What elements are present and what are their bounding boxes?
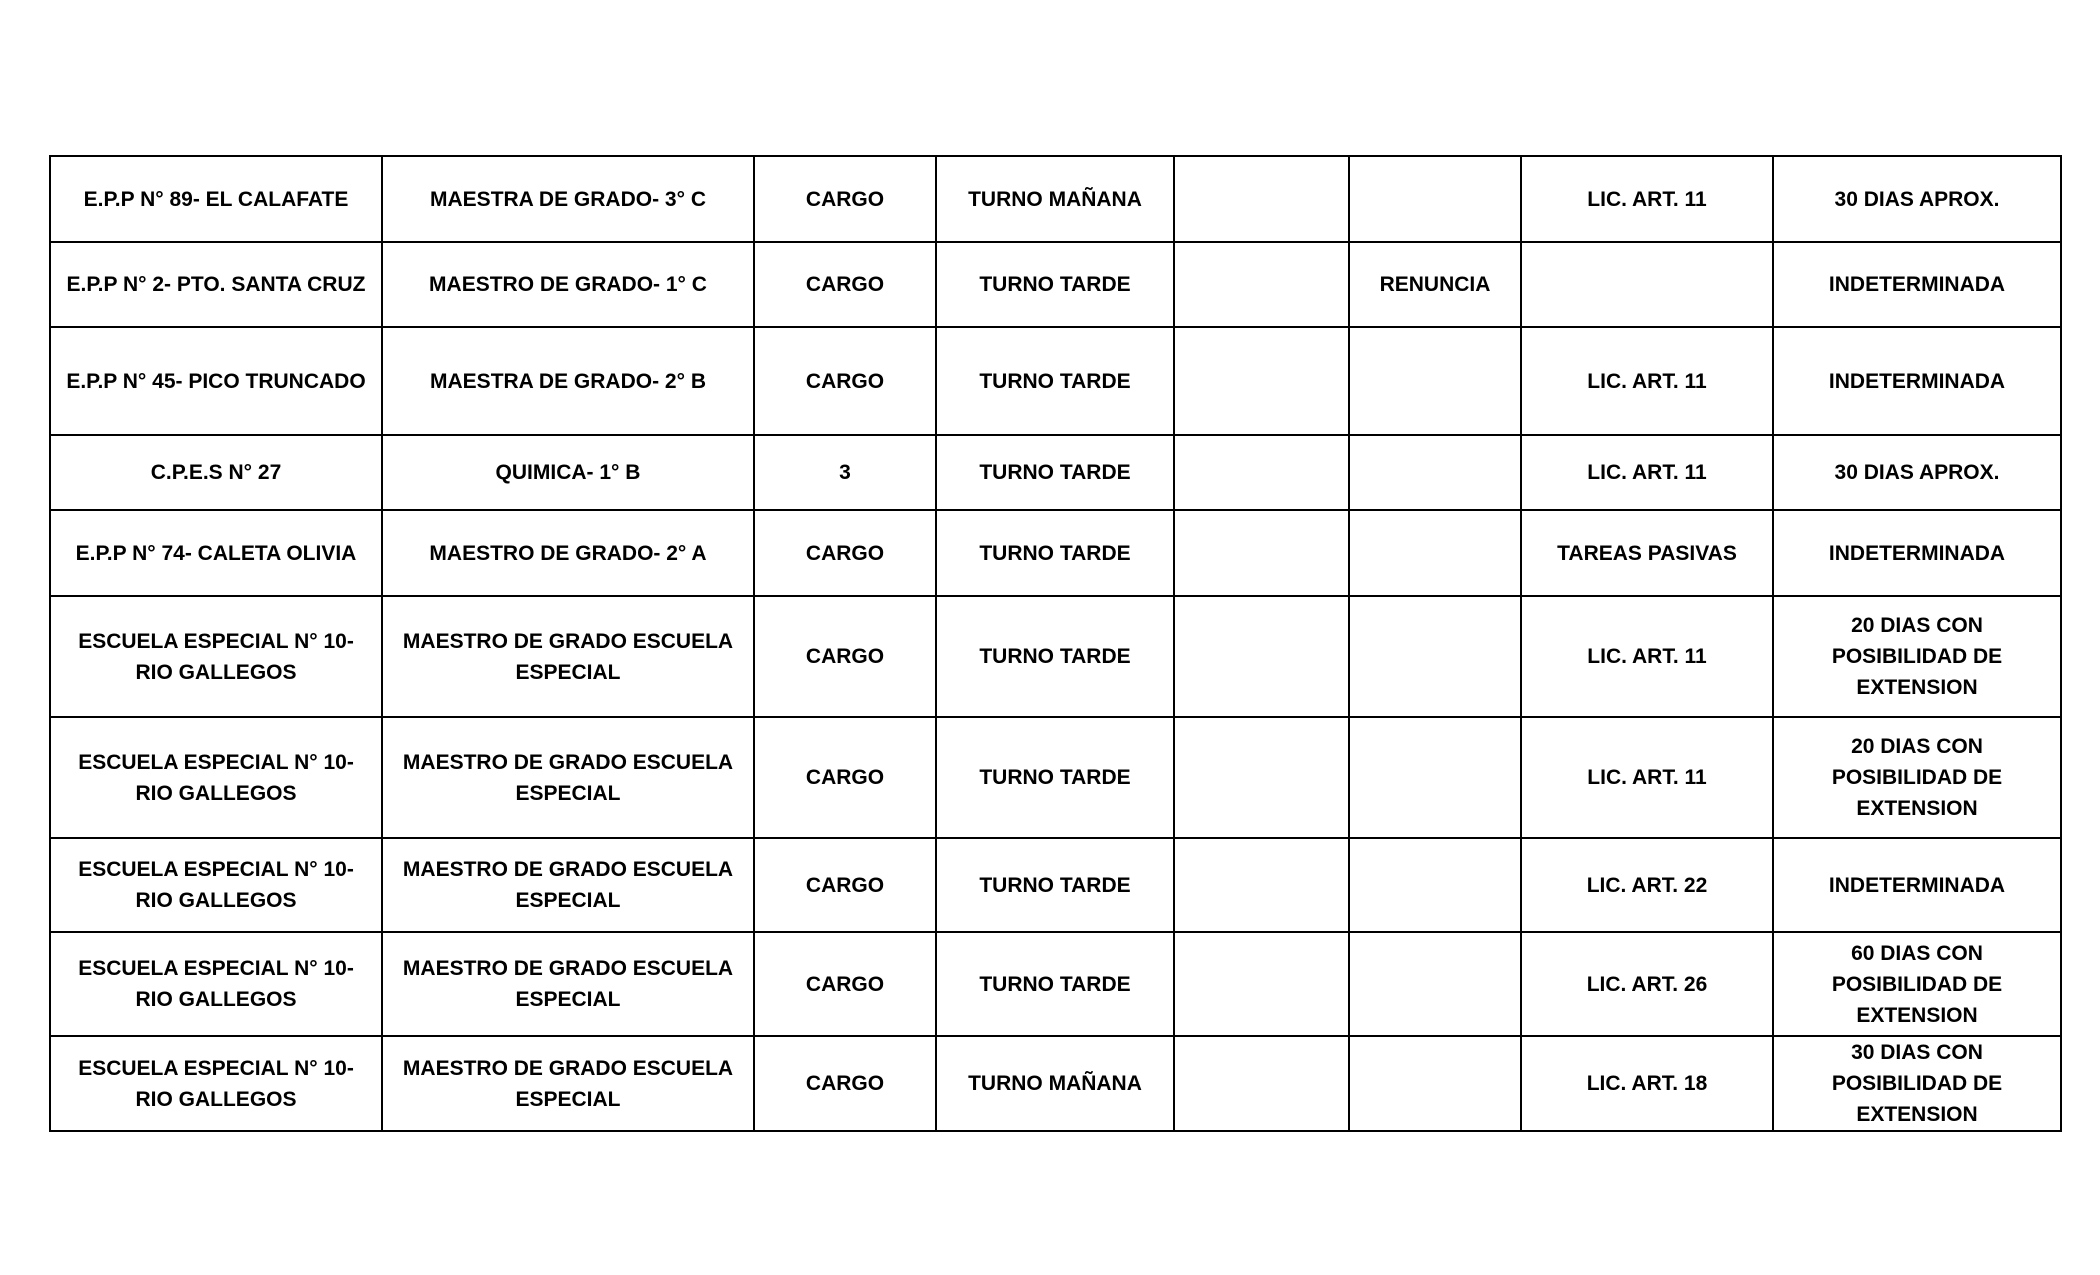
cell-type: CARGO <box>754 510 936 596</box>
cell-status <box>1349 327 1521 435</box>
table-row <box>50 596 2061 717</box>
cell-school: C.P.E.S N° 27 <box>50 435 382 510</box>
cell-empty <box>1174 838 1349 932</box>
cell-reason: LIC. ART. 11 <box>1521 596 1773 717</box>
cell-duration: 20 DIAS CON POSIBILIDAD DE EXTENSION <box>1773 717 2061 838</box>
cell-empty <box>1174 510 1349 596</box>
table-row <box>50 932 2061 1036</box>
cell-type: CARGO <box>754 932 936 1036</box>
cell-empty <box>1174 1036 1349 1131</box>
cell-position: MAESTRO DE GRADO- 2° A <box>382 510 754 596</box>
cell-shift: TURNO TARDE <box>936 435 1174 510</box>
cell-shift: TURNO TARDE <box>936 838 1174 932</box>
cell-shift: TURNO TARDE <box>936 510 1174 596</box>
table-row <box>50 717 2061 838</box>
cell-empty <box>1174 717 1349 838</box>
vacancy-table <box>49 155 2062 1132</box>
cell-type: 3 <box>754 435 936 510</box>
cell-shift: TURNO MAÑANA <box>936 1036 1174 1131</box>
cell-position: MAESTRO DE GRADO ESCUELA ESPECIAL <box>382 596 754 717</box>
cell-shift: TURNO TARDE <box>936 717 1174 838</box>
cell-position: MAESTRA DE GRADO- 3° C <box>382 156 754 242</box>
cell-position: QUIMICA- 1° B <box>382 435 754 510</box>
cell-duration: 30 DIAS APROX. <box>1773 435 2061 510</box>
table-row <box>50 838 2061 932</box>
cell-duration: 20 DIAS CON POSIBILIDAD DE EXTENSION <box>1773 596 2061 717</box>
cell-duration: 30 DIAS APROX. <box>1773 156 2061 242</box>
table-row <box>50 327 2061 435</box>
table-row <box>50 1036 2061 1131</box>
cell-status <box>1349 1036 1521 1131</box>
cell-type: CARGO <box>754 327 936 435</box>
cell-status <box>1349 838 1521 932</box>
cell-status <box>1349 596 1521 717</box>
cell-reason: LIC. ART. 11 <box>1521 156 1773 242</box>
table-row <box>50 435 2061 510</box>
cell-type: CARGO <box>754 156 936 242</box>
cell-shift: TURNO TARDE <box>936 932 1174 1036</box>
cell-empty <box>1174 327 1349 435</box>
cell-reason: LIC. ART. 18 <box>1521 1036 1773 1131</box>
cell-position: MAESTRA DE GRADO- 2° B <box>382 327 754 435</box>
cell-status <box>1349 156 1521 242</box>
cell-school: ESCUELA ESPECIAL N° 10- RIO GALLEGOS <box>50 1036 382 1131</box>
cell-duration: 30 DIAS CON POSIBILIDAD DE EXTENSION <box>1773 1036 2061 1131</box>
cell-type: CARGO <box>754 242 936 327</box>
cell-reason <box>1521 242 1773 327</box>
cell-position: MAESTRO DE GRADO ESCUELA ESPECIAL <box>382 932 754 1036</box>
cell-school: ESCUELA ESPECIAL N° 10- RIO GALLEGOS <box>50 838 382 932</box>
cell-type: CARGO <box>754 717 936 838</box>
cell-school: E.P.P N° 45- PICO TRUNCADO <box>50 327 382 435</box>
cell-empty <box>1174 435 1349 510</box>
cell-status <box>1349 435 1521 510</box>
cell-reason: TAREAS PASIVAS <box>1521 510 1773 596</box>
table-row <box>50 510 2061 596</box>
cell-reason: LIC. ART. 26 <box>1521 932 1773 1036</box>
cell-position: MAESTRO DE GRADO- 1° C <box>382 242 754 327</box>
cell-empty <box>1174 596 1349 717</box>
cell-school: E.P.P N° 2- PTO. SANTA CRUZ <box>50 242 382 327</box>
cell-status <box>1349 717 1521 838</box>
cell-school: ESCUELA ESPECIAL N° 10- RIO GALLEGOS <box>50 717 382 838</box>
cell-empty <box>1174 932 1349 1036</box>
cell-empty <box>1174 242 1349 327</box>
cell-school: E.P.P N° 74- CALETA OLIVIA <box>50 510 382 596</box>
cell-duration: INDETERMINADA <box>1773 242 2061 327</box>
cell-empty <box>1174 156 1349 242</box>
cell-school: E.P.P N° 89- EL CALAFATE <box>50 156 382 242</box>
cell-shift: TURNO MAÑANA <box>936 156 1174 242</box>
cell-shift: TURNO TARDE <box>936 596 1174 717</box>
table-row <box>50 242 2061 327</box>
cell-type: CARGO <box>754 596 936 717</box>
cell-type: CARGO <box>754 1036 936 1131</box>
cell-position: MAESTRO DE GRADO ESCUELA ESPECIAL <box>382 717 754 838</box>
cell-reason: LIC. ART. 11 <box>1521 327 1773 435</box>
cell-status: RENUNCIA <box>1349 242 1521 327</box>
cell-duration: 60 DIAS CON POSIBILIDAD DE EXTENSION <box>1773 932 2061 1036</box>
cell-reason: LIC. ART. 22 <box>1521 838 1773 932</box>
cell-reason: LIC. ART. 11 <box>1521 717 1773 838</box>
cell-position: MAESTRO DE GRADO ESCUELA ESPECIAL <box>382 1036 754 1131</box>
cell-position: MAESTRO DE GRADO ESCUELA ESPECIAL <box>382 838 754 932</box>
cell-duration: INDETERMINADA <box>1773 510 2061 596</box>
cell-type: CARGO <box>754 838 936 932</box>
cell-reason: LIC. ART. 11 <box>1521 435 1773 510</box>
cell-shift: TURNO TARDE <box>936 242 1174 327</box>
cell-duration: INDETERMINADA <box>1773 327 2061 435</box>
cell-shift: TURNO TARDE <box>936 327 1174 435</box>
cell-status <box>1349 932 1521 1036</box>
cell-status <box>1349 510 1521 596</box>
table-row <box>50 156 2061 242</box>
cell-school: ESCUELA ESPECIAL N° 10- RIO GALLEGOS <box>50 932 382 1036</box>
cell-duration: INDETERMINADA <box>1773 838 2061 932</box>
cell-school: ESCUELA ESPECIAL N° 10- RIO GALLEGOS <box>50 596 382 717</box>
